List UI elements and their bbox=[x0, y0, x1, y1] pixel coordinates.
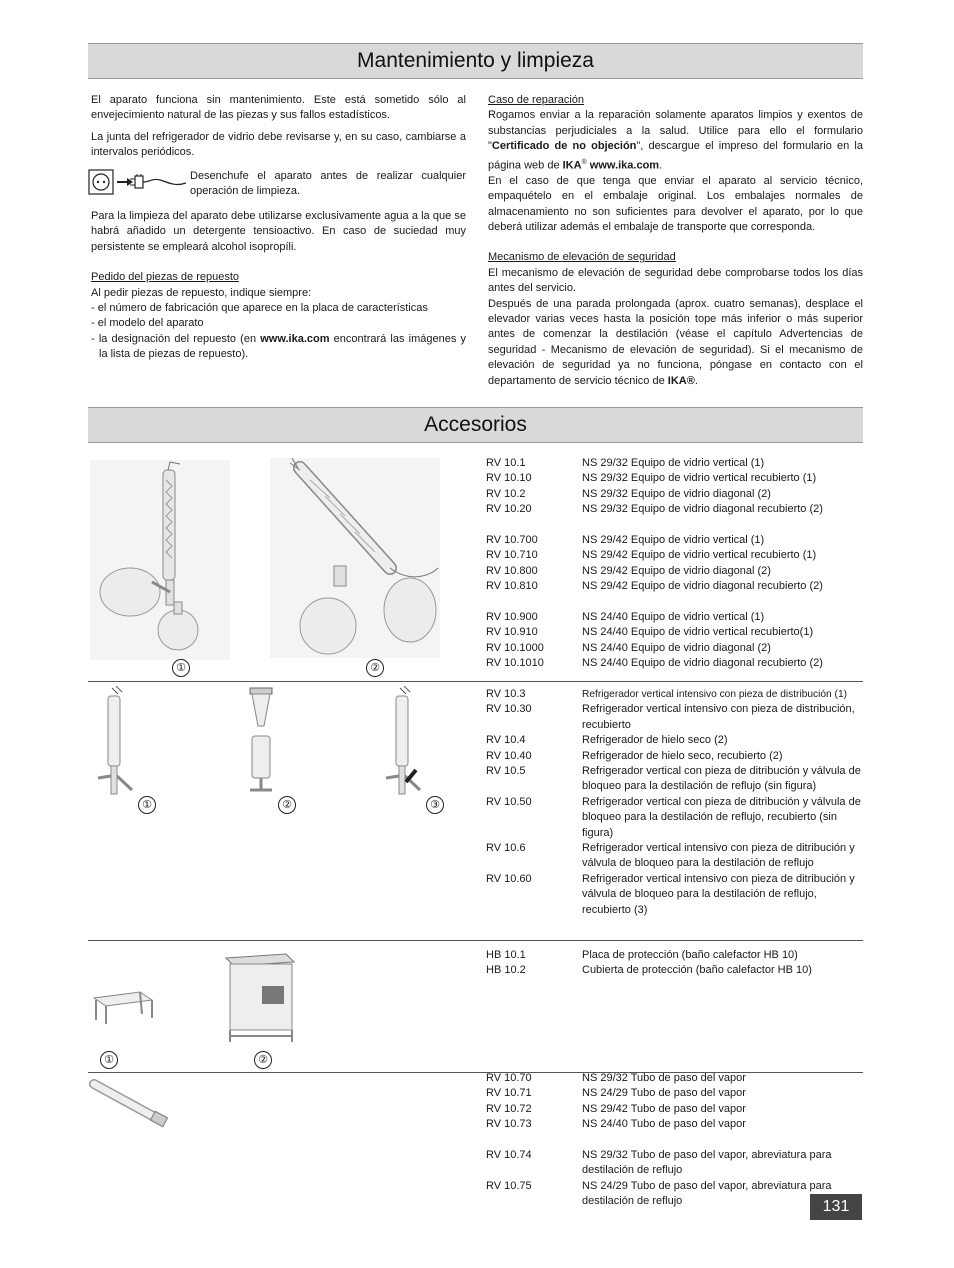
accessory-row bbox=[486, 687, 864, 702]
accessory-row bbox=[486, 702, 864, 733]
accessory-description: NS 24/40 Equipo de vidrio diagonal (2) bbox=[582, 641, 771, 654]
spare-parts-intro: Al pedir piezas de repuesto, indique siempre: bbox=[91, 286, 312, 299]
accessory-row bbox=[486, 487, 864, 502]
accessory-code: RV 10.60 bbox=[486, 872, 532, 885]
accessory-row bbox=[486, 872, 864, 918]
accessory-code: RV 10.1000 bbox=[486, 641, 544, 654]
accessory-description: NS 24/40 Equipo de vidrio diagonal recubierto (2) bbox=[582, 657, 823, 670]
section-title: Accesorios bbox=[424, 413, 527, 436]
accessory-list-glassware bbox=[486, 456, 864, 672]
accessory-code: HB 10.1 bbox=[486, 949, 526, 961]
accessory-code: RV 10.20 bbox=[486, 503, 532, 516]
accessory-description: Cubierta de protección (baño calefactor HB 10) bbox=[582, 964, 812, 977]
list-text: - la designación del repuesto (en bbox=[91, 332, 261, 345]
accessory-code: RV 10.1010 bbox=[486, 657, 544, 670]
accessory-code: RV 10.810 bbox=[486, 580, 538, 593]
accessory-row bbox=[486, 749, 864, 764]
figure-marker-1: ① bbox=[172, 659, 190, 677]
accessory-row bbox=[486, 1071, 864, 1086]
ika-link[interactable]: www.ika.com bbox=[260, 332, 330, 345]
accessory-description: Refrigerador de hielo seco (2) bbox=[582, 734, 728, 747]
unplug-notice bbox=[88, 167, 468, 207]
repair-paragraph bbox=[488, 108, 863, 173]
divider bbox=[88, 940, 863, 941]
accessory-description: Placa de protección (baño calefactor HB 10) bbox=[582, 949, 798, 961]
list-item: - el número de fabricación que aparece en la placa de características bbox=[91, 302, 428, 315]
accessory-code: RV 10.5 bbox=[486, 765, 526, 778]
page-number: 131 bbox=[810, 1194, 862, 1220]
condenser-valve-illustration bbox=[382, 686, 432, 806]
accessory-code: RV 10.74 bbox=[486, 1149, 532, 1162]
accessory-description: NS 24/29 Tubo de paso del vapor bbox=[582, 1087, 746, 1100]
accessory-description: NS 29/32 Equipo de vidrio diagonal (2) bbox=[582, 487, 771, 500]
accessory-code: RV 10.50 bbox=[486, 795, 532, 808]
paragraph: La junta del refrigerador de vidrio debe revisarse y, en su caso, cambiarse a intervalos periódicos. bbox=[91, 130, 466, 159]
figure-marker-3: ③ bbox=[426, 796, 444, 814]
maintenance-left-bottom bbox=[91, 209, 466, 363]
accessory-code: RV 10.71 bbox=[486, 1087, 532, 1100]
accessory-list-vapor-tubes bbox=[486, 1071, 864, 1210]
spare-parts-heading: Pedido del piezas de repuesto bbox=[91, 271, 239, 284]
accessory-description: NS 29/32 Equipo de vidrio vertical (1) bbox=[582, 457, 765, 469]
accessory-description: NS 29/32 Equipo de vidrio vertical recubierto (1) bbox=[582, 472, 817, 485]
list-item bbox=[91, 332, 466, 363]
accessory-description: NS 29/32 Tubo de paso del vapor bbox=[582, 1072, 746, 1084]
accessory-row bbox=[486, 733, 864, 748]
accessory-list-protection bbox=[486, 948, 864, 979]
accessory-row bbox=[486, 533, 864, 548]
text: . bbox=[694, 374, 698, 387]
accessory-description: NS 24/40 Equipo de vidrio vertical (1) bbox=[582, 611, 765, 624]
accessory-description: NS 24/40 Equipo de vidrio vertical recubierto(1) bbox=[582, 626, 814, 639]
accessory-description: NS 29/42 Equipo de vidrio vertical (1) bbox=[582, 534, 765, 547]
accessory-code: RV 10.4 bbox=[486, 734, 526, 747]
spacer bbox=[486, 518, 864, 533]
accessory-code: RV 10.10 bbox=[486, 472, 532, 485]
paragraph: Para la limpieza del aparato debe utilizarse exclusivamente agua a la que se habrá añadido un detergente tensioactivo. En caso de suciedad muy persistente se empleará alcohol isopropíli. bbox=[91, 210, 466, 253]
vapor-tube-illustration bbox=[88, 1076, 172, 1132]
accessory-row bbox=[486, 795, 864, 841]
accessory-list-condensers bbox=[486, 687, 864, 918]
accessory-code: RV 10.73 bbox=[486, 1118, 532, 1131]
accessory-description: NS 29/42 Equipo de vidrio diagonal recubierto (2) bbox=[582, 580, 823, 593]
text: . bbox=[659, 159, 663, 172]
text: Rogamos enviar a la reparación solamente aparatos limpios y exentos de substancias perjudiciales a la salud. Utilice para ello el formulario " bbox=[488, 109, 863, 153]
text: Después de una parada prolongada (aprox. cuatro semanas), desplace el elevador varias veces hasta la posición tope más inferior o más superior antes de comenzar la destilación (véase el capítulo Advertencias de seguridad - Mecanismo de elevación de seguridad). Si el mecanismo de elevación de seguridad ya no funciona, póngase en contacto con el departamento de servicio técnico de bbox=[488, 297, 863, 387]
accessory-code: RV 10.1 bbox=[486, 457, 526, 469]
accessory-description: NS 29/42 Equipo de vidrio vertical recubierto (1) bbox=[582, 549, 817, 562]
accessory-code: RV 10.6 bbox=[486, 842, 526, 855]
figure-marker-1: ① bbox=[138, 796, 156, 814]
section-title: Mantenimiento y limpieza bbox=[357, 49, 594, 72]
figure-marker-2: ② bbox=[366, 659, 384, 677]
accessory-description: Refrigerador vertical con pieza de ditribución y válvula de bloqueo para la destilación de reflujo, recubierto (sin figura) bbox=[582, 795, 861, 839]
accessory-row bbox=[486, 641, 864, 656]
accessory-code: RV 10.700 bbox=[486, 534, 538, 547]
glassware-vertical-illustration bbox=[90, 460, 230, 660]
divider bbox=[88, 681, 863, 682]
ika-link[interactable]: www.ika.com bbox=[586, 159, 660, 172]
glassware-diagonal-illustration bbox=[270, 458, 440, 658]
accessory-description: Refrigerador vertical intensivo con pieza de distribución (1) bbox=[582, 689, 848, 700]
accessory-row bbox=[486, 963, 864, 978]
accessory-description: Refrigerador vertical intensivo con pieza de ditribución y válvula de bloqueo para la destilación de reflujo, recubierto (3) bbox=[582, 872, 855, 916]
condenser-intensive-illustration bbox=[88, 686, 138, 806]
accessory-row bbox=[486, 656, 864, 671]
accessory-code: RV 10.910 bbox=[486, 626, 538, 639]
ika-brand: IKA® bbox=[667, 374, 695, 387]
accessory-description: NS 24/40 Tubo de paso del vapor bbox=[582, 1118, 746, 1131]
maintenance-right bbox=[488, 93, 863, 389]
accessory-description: NS 24/29 Tubo de paso del vapor, abreviatura para destilación de reflujo bbox=[582, 1179, 832, 1208]
accessory-description: Refrigerador vertical con pieza de ditribución y válvula de bloqueo para la destilación de reflujo (sin figura) bbox=[582, 765, 861, 793]
accessory-code: RV 10.30 bbox=[486, 703, 532, 716]
registered-mark: ® bbox=[581, 158, 587, 166]
accessory-code: RV 10.70 bbox=[486, 1072, 532, 1084]
accessory-description: Refrigerador vertical intensivo con pieza de distribución, recubierto bbox=[582, 703, 855, 731]
accessory-code: RV 10.710 bbox=[486, 549, 538, 562]
accessory-description: NS 29/42 Equipo de vidrio diagonal (2) bbox=[582, 564, 771, 577]
accessory-row bbox=[486, 548, 864, 563]
accessory-description: NS 29/42 Tubo de paso del vapor bbox=[582, 1102, 746, 1115]
protection-plate-illustration bbox=[90, 984, 156, 1024]
accessory-code: RV 10.2 bbox=[486, 487, 526, 500]
accessory-description: Refrigerador vertical intensivo con pieza de ditribución y válvula de bloqueo para la destilación de reflujo bbox=[582, 842, 855, 870]
accessory-description: NS 29/32 Equipo de vidrio diagonal recubierto (2) bbox=[582, 503, 823, 516]
accessory-row bbox=[486, 841, 864, 872]
dry-ice-condenser-illustration bbox=[236, 686, 286, 806]
lift-paragraph-2 bbox=[488, 297, 863, 389]
list-text: encontrará las imágenes y la lista de piezas de repuesto). bbox=[99, 332, 466, 361]
figure-marker-2: ② bbox=[278, 796, 296, 814]
accessory-row bbox=[486, 471, 864, 486]
unplug-text: Desenchufe el aparato antes de realizar cualquier operación de limpieza. bbox=[190, 170, 466, 198]
section-header-accessories bbox=[88, 407, 863, 443]
list-item: - el modelo del aparato bbox=[91, 317, 204, 330]
accessory-row bbox=[486, 948, 864, 963]
accessory-row bbox=[486, 456, 864, 471]
accessory-row bbox=[486, 1179, 864, 1210]
accessory-code: RV 10.900 bbox=[486, 611, 538, 624]
ika-brand: IKA bbox=[562, 159, 582, 172]
accessory-row bbox=[486, 764, 864, 795]
protection-cover-illustration bbox=[216, 952, 298, 1044]
paragraph: El aparato funciona sin mantenimiento. Este está sometido sólo al envejecimiento natural de las piezas y sus fallos estadísticos. bbox=[91, 94, 466, 122]
figure-marker-1: ① bbox=[100, 1051, 118, 1069]
spare-parts-list bbox=[91, 301, 466, 363]
accessory-row bbox=[486, 502, 864, 517]
repair-paragraph-2: En el caso de que tenga que enviar el aparato al servicio técnico, empaquételo en el embalaje original. Los embalajes normales de almacenamiento no son suficientes para devolver el aparato, por lo que deberá utilizar además el embalaje de transporte que corresponda. bbox=[488, 174, 863, 233]
figure-marker-2: ② bbox=[254, 1051, 272, 1069]
accessory-row bbox=[486, 564, 864, 579]
accessory-row bbox=[486, 1148, 864, 1179]
accessory-code: RV 10.72 bbox=[486, 1102, 532, 1115]
section-header-maintenance bbox=[88, 43, 863, 79]
spacer bbox=[486, 1133, 864, 1148]
accessory-code: RV 10.3 bbox=[486, 688, 526, 700]
lift-paragraph-1: El mecanismo de elevación de seguridad debe comprobarse todos los días antes del servicio. bbox=[488, 266, 863, 295]
power-plug-icon bbox=[88, 169, 188, 195]
maintenance-left-top bbox=[91, 93, 466, 167]
accessory-code: HB 10.2 bbox=[486, 964, 526, 977]
accessory-row bbox=[486, 1086, 864, 1101]
accessory-row bbox=[486, 610, 864, 625]
repair-heading: Caso de reparación bbox=[488, 94, 585, 106]
accessory-row bbox=[486, 1102, 864, 1117]
accessory-row bbox=[486, 579, 864, 594]
accessory-row bbox=[486, 625, 864, 640]
accessory-code: RV 10.75 bbox=[486, 1179, 532, 1192]
accessory-code: RV 10.800 bbox=[486, 564, 538, 577]
spacer bbox=[486, 595, 864, 610]
accessory-description: NS 29/32 Tubo de paso del vapor, abreviatura para destilación de reflujo bbox=[582, 1149, 832, 1177]
accessory-row bbox=[486, 1117, 864, 1132]
bold-text: Certificado de no objeción bbox=[491, 140, 637, 153]
accessory-code: RV 10.40 bbox=[486, 749, 532, 762]
accessory-description: Refrigerador de hielo seco, recubierto (2) bbox=[582, 749, 783, 762]
text: ", descargue el impreso del formulario en la página web de bbox=[488, 140, 863, 172]
lift-heading: Mecanismo de elevación de seguridad bbox=[488, 251, 676, 264]
